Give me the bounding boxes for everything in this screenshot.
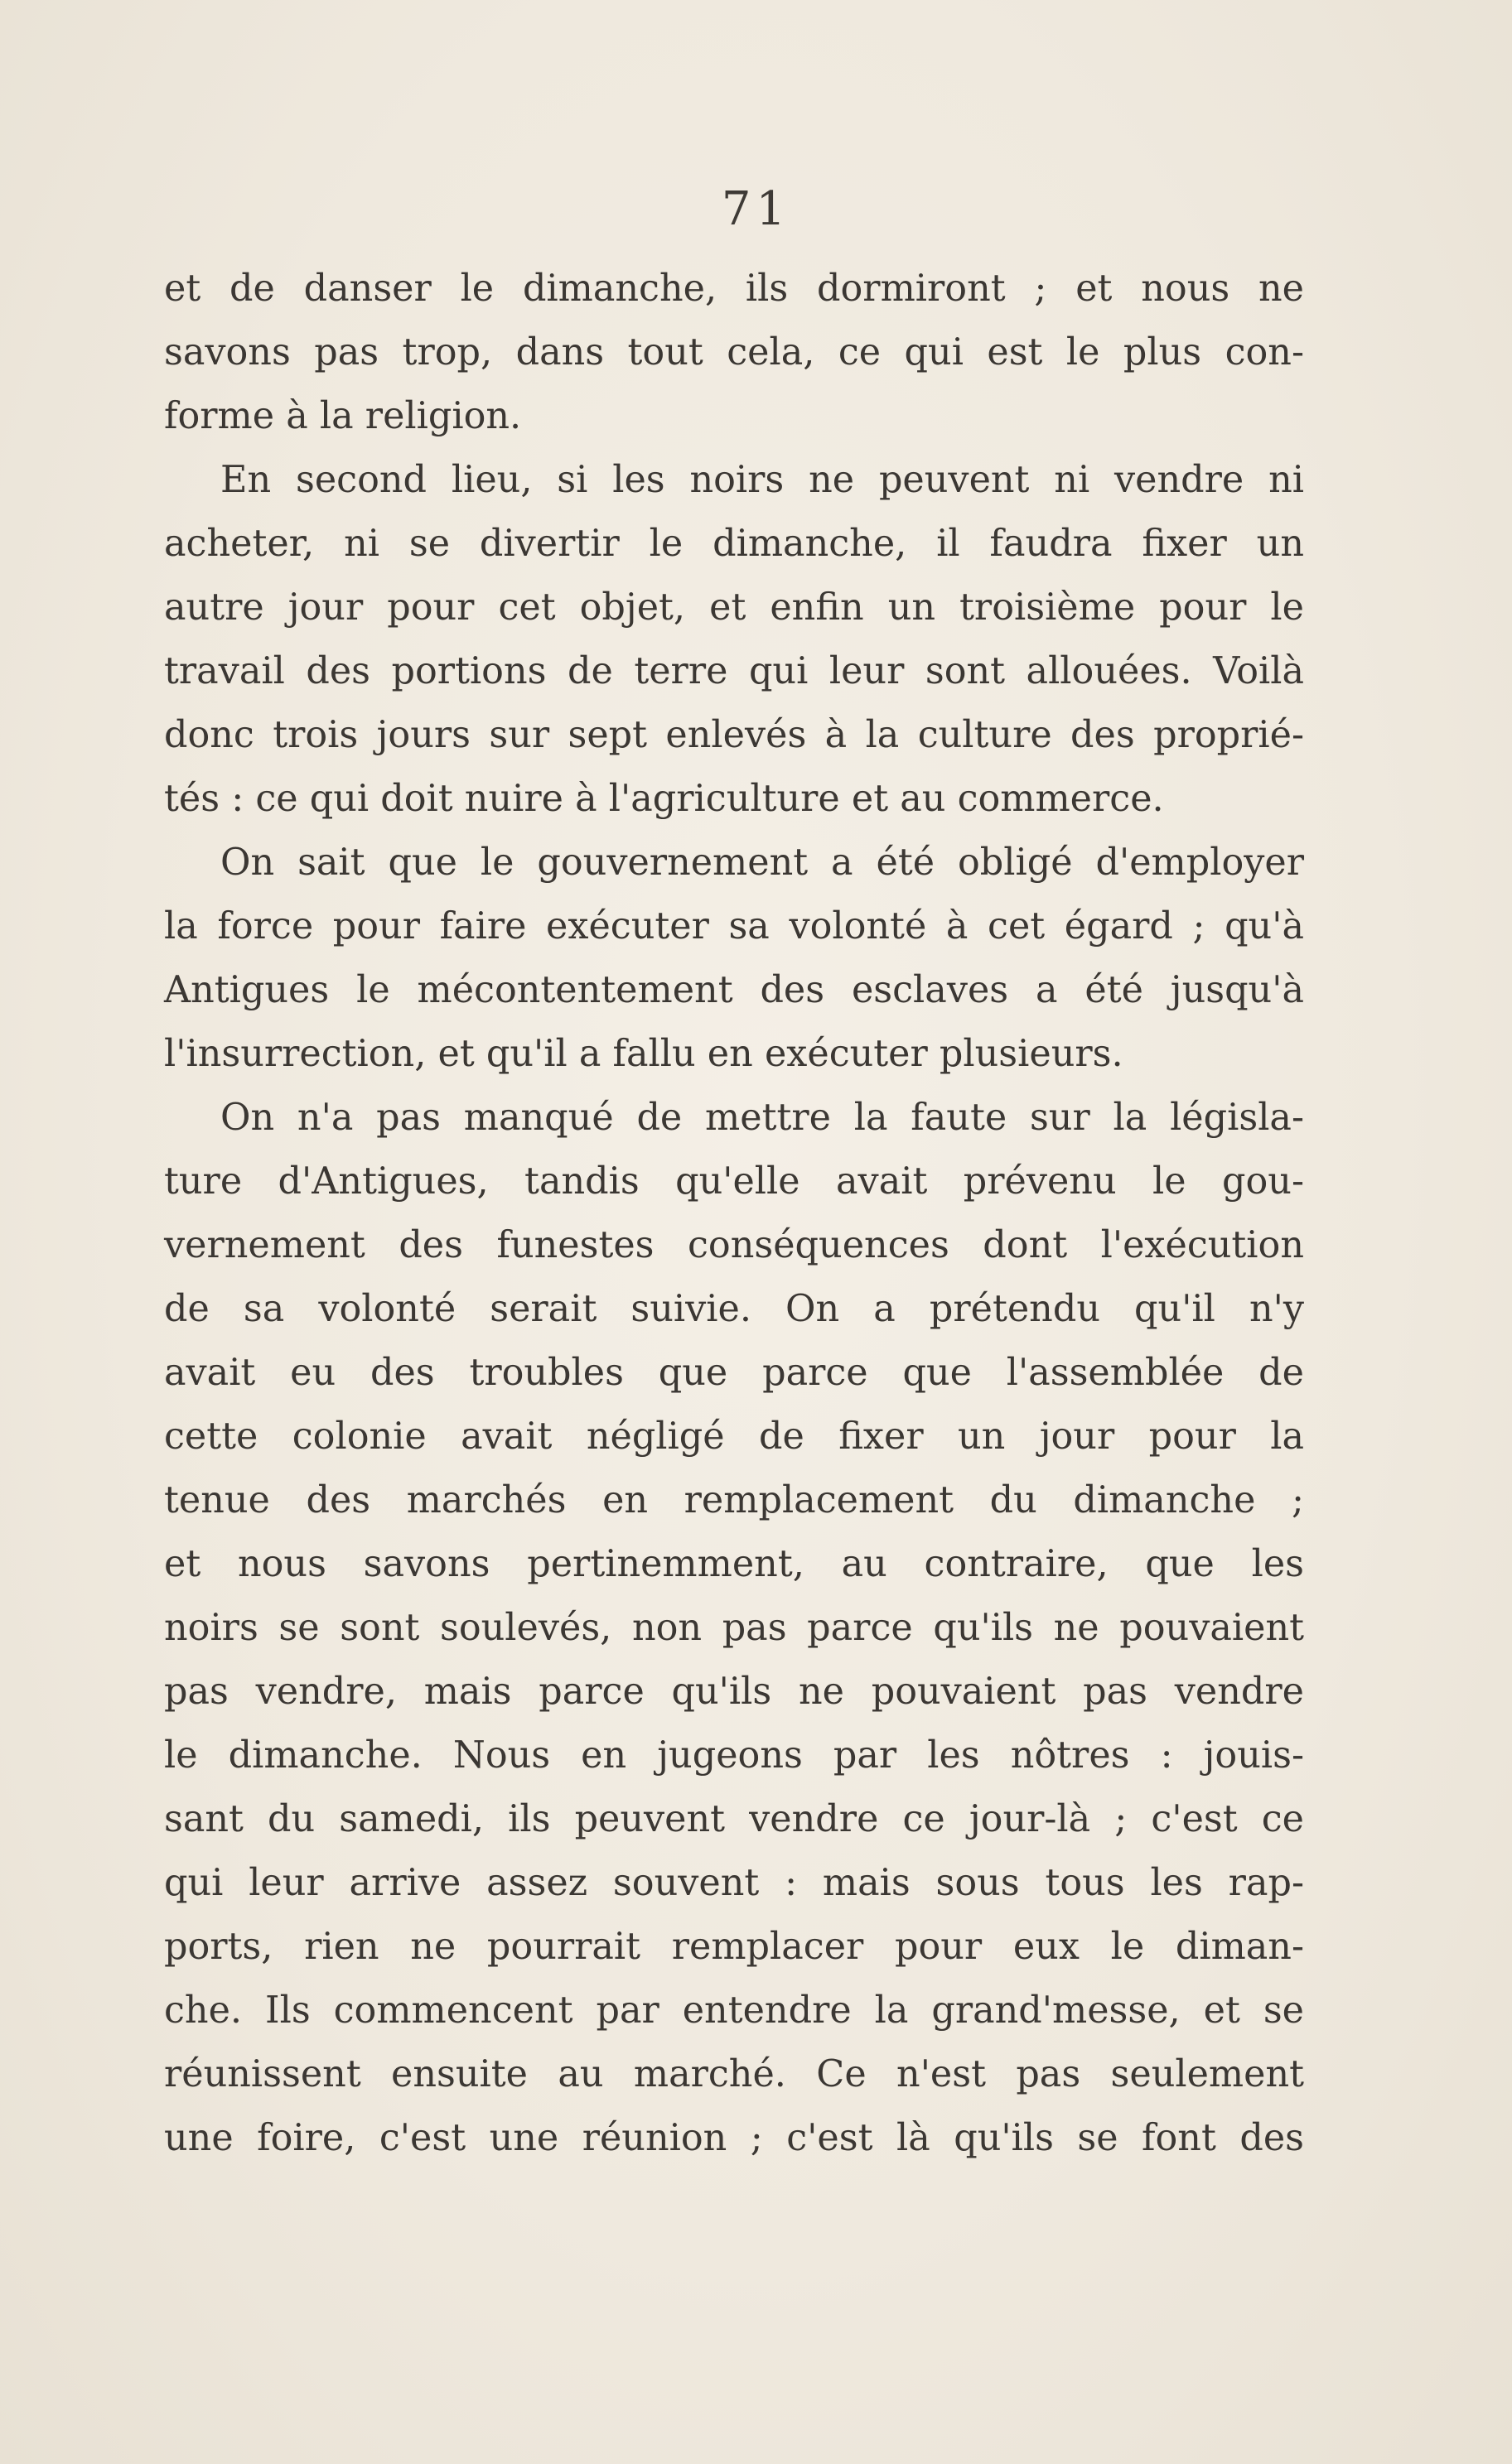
text-line: de sa volonté serait suivie. On a prétendu qu'il n'y (164, 1288, 1304, 1330)
text-line: En second lieu, si les noirs ne peuvent ni vendre ni (220, 459, 1304, 501)
text-line: noirs se sont soulevés, non pas parce qu'ils ne pouvaient (164, 1607, 1304, 1649)
text-line: tés : ce qui doit nuire à l'agriculture et au commerce. (164, 778, 1164, 820)
text-line: On sait que le gouvernement a été obligé d'employer (220, 841, 1304, 884)
text-line: le dimanche. Nous en jugeons par les nôtres : jouis- (164, 1734, 1304, 1777)
text-line: che. Ils commencent par entendre la grand'messe, et se (164, 1989, 1304, 2032)
text-line: ture d'Antigues, tandis qu'elle avait prévenu le gou- (164, 1160, 1304, 1203)
text-line: tenue des marchés en remplacement du dimanche ; (164, 1479, 1304, 1521)
text-line: sant du samedi, ils peuvent vendre ce jour-là ; c'est ce (164, 1798, 1304, 1840)
text-line: autre jour pour cet objet, et enfin un troisième pour le (164, 586, 1304, 629)
text-line: travail des portions de terre qui leur sont allouées. Voilà (164, 650, 1304, 692)
text-line: réunissent ensuite au marché. Ce n'est pas seulement (164, 2053, 1304, 2095)
text-line: cette colonie avait négligé de fixer un jour pour la (164, 1415, 1304, 1458)
text-line: Antigues le mécontentement des esclaves a été jusqu'à (164, 969, 1304, 1011)
text-line: vernement des funestes conséquences dont l'exécution (164, 1224, 1304, 1266)
text-line: forme à la religion. (164, 395, 522, 437)
text-line: ports, rien ne pourrait remplacer pour eux le diman- (164, 1926, 1304, 1968)
text-line: l'insurrection, et qu'il a fallu en exécuter plusieurs. (164, 1033, 1123, 1075)
text-line: et nous savons pertinemment, au contraire, que les (164, 1543, 1304, 1585)
text-line: et de danser le dimanche, ils dormiront ; et nous ne (164, 268, 1304, 310)
text-line: On n'a pas manqué de mettre la faute sur la législa- (220, 1097, 1304, 1139)
body-text (164, 257, 1304, 2170)
text-line: savons pas trop, dans tout cela, ce qui est le plus con- (164, 331, 1304, 374)
text-line: une foire, c'est une réunion ; c'est là qu'ils se font des (164, 2117, 1304, 2159)
text-line: pas vendre, mais parce qu'ils ne pouvaient pas vendre (164, 1671, 1304, 1713)
text-line: donc trois jours sur sept enlevés à la culture des proprié- (164, 714, 1304, 756)
text-line: acheter, ni se divertir le dimanche, il faudra fixer un (164, 523, 1304, 565)
page-number: 71 (721, 182, 791, 236)
text-line: qui leur arrive assez souvent : mais sous tous les rap- (164, 1862, 1304, 1904)
text-line: avait eu des troubles que parce que l'assemblée de (164, 1352, 1304, 1394)
text-line: la force pour faire exécuter sa volonté à cet égard ; qu'à (164, 905, 1304, 948)
